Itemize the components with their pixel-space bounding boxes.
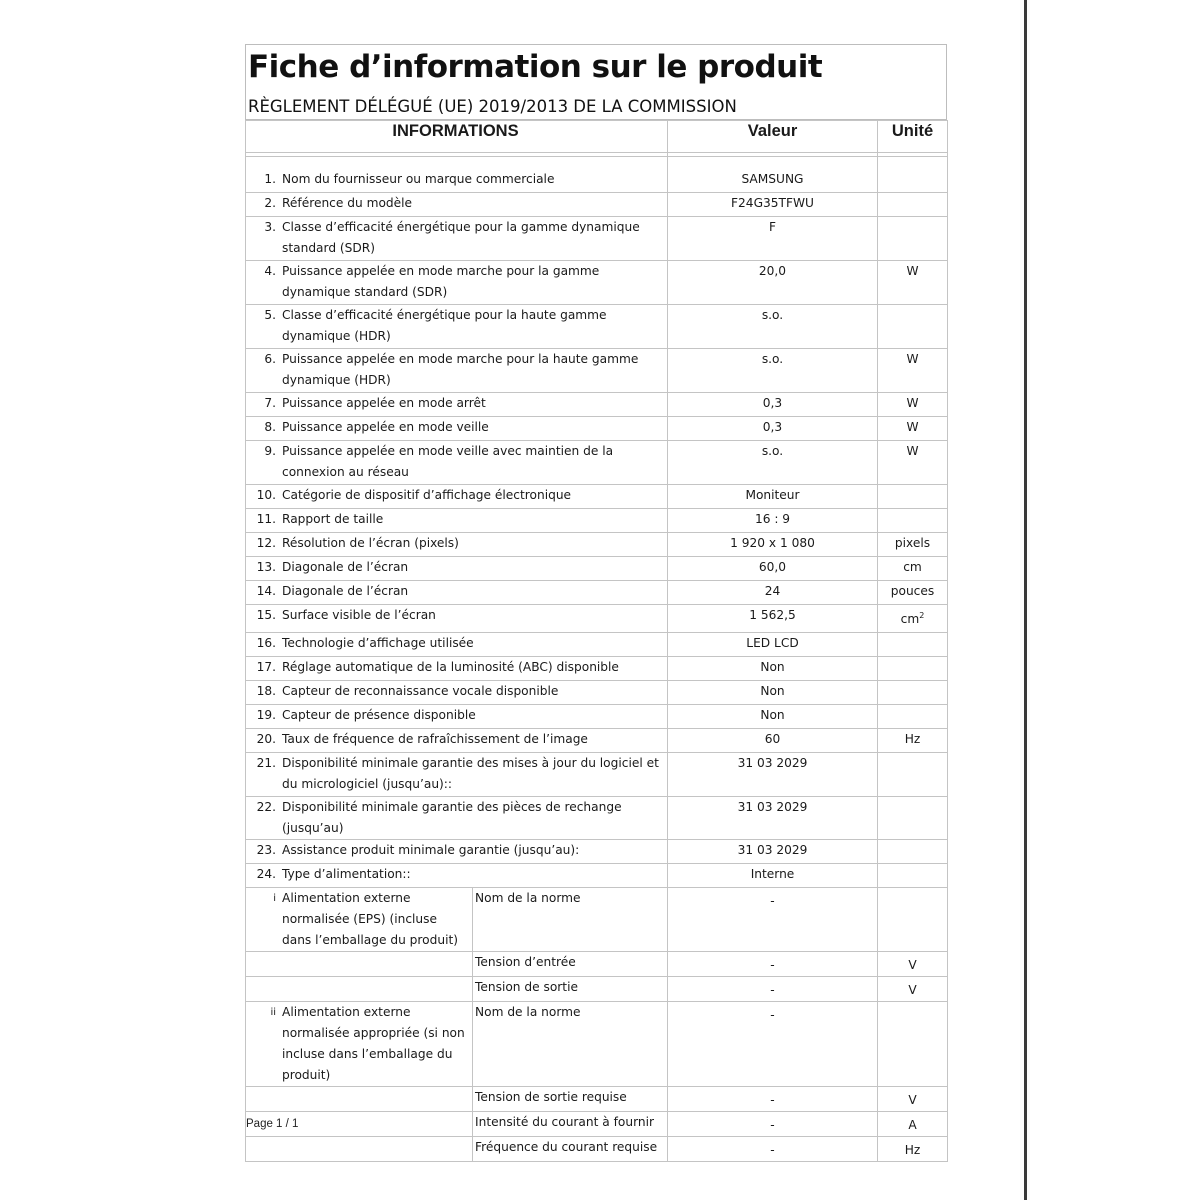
eps-unit: V	[878, 977, 948, 1002]
table-row	[246, 633, 948, 657]
row-label-text: Nom du fournisseur ou marque commerciale	[282, 172, 555, 186]
eps-row	[246, 1137, 948, 1162]
eps-value: -	[668, 1137, 878, 1162]
eps-sub-label: Nom de la norme	[473, 888, 668, 952]
row-label-cell	[246, 441, 668, 485]
row-label-cell	[246, 157, 668, 193]
row-unit-text: W	[906, 352, 919, 366]
row-label-cell	[246, 681, 668, 705]
document-title: Fiche d’information sur le produit	[248, 49, 823, 85]
page-margin-right	[1027, 0, 1200, 1200]
eps-value: -	[668, 1002, 878, 1087]
eps-roman-number: i	[273, 893, 276, 904]
eps-value: -	[668, 888, 878, 952]
document-subtitle: RÈGLEMENT DÉLÉGUÉ (UE) 2019/2013 DE LA COMMISSION	[248, 97, 737, 116]
row-unit-text: cm	[900, 612, 920, 627]
eps-sub-label: Nom de la norme	[473, 1002, 668, 1087]
row-number: 17.	[256, 660, 276, 674]
row-unit	[878, 305, 948, 349]
page-footer: Page 1 / 1	[246, 1118, 299, 1130]
row-unit	[878, 657, 948, 681]
row-label-cell	[246, 485, 668, 509]
row-unit	[878, 705, 948, 729]
row-number: 13.	[256, 560, 276, 574]
eps-sub-label: Tension de sortie requise	[473, 1087, 668, 1112]
eps-unit	[878, 1002, 948, 1087]
row-number: 7.	[264, 396, 276, 410]
eps-row	[246, 977, 948, 1002]
table-row	[246, 840, 948, 864]
table-row	[246, 441, 948, 485]
eps-row	[246, 952, 948, 977]
row-label-cell	[246, 261, 668, 305]
row-label-cell	[246, 797, 668, 840]
row-unit	[878, 605, 948, 633]
info-table	[245, 120, 948, 1162]
row-label-text: Diagonale de l’écran	[282, 560, 409, 574]
row-number: 2.	[264, 196, 276, 210]
row-label-text: Catégorie de dispositif d’affichage électronique	[282, 488, 572, 502]
row-value: F	[668, 217, 878, 261]
eps-group-label	[248, 888, 470, 951]
row-label-text: Disponibilité minimale garantie des mises à jour du logiciel et du micrologiciel (jusqu’au)::	[282, 756, 659, 791]
row-unit-text: W	[906, 264, 919, 278]
row-label-text: Taux de fréquence de rafraîchissement de l’image	[282, 732, 588, 746]
table-row	[246, 705, 948, 729]
row-value: LED LCD	[668, 633, 878, 657]
row-label-text: Résolution de l’écran (pixels)	[282, 536, 459, 550]
row-label	[248, 485, 665, 506]
eps-sub-label: Intensité du courant à fournir	[473, 1112, 668, 1137]
eps-unit	[878, 888, 948, 952]
row-label-cell	[246, 217, 668, 261]
row-unit-text: pixels	[894, 536, 931, 550]
eps-unit: V	[878, 952, 948, 977]
table-row	[246, 261, 948, 305]
row-value: 16 : 9	[668, 509, 878, 533]
row-unit	[878, 393, 948, 417]
eps-row	[246, 1112, 948, 1137]
row-value: 1 920 x 1 080	[668, 533, 878, 557]
row-label	[248, 417, 665, 438]
table-row	[246, 193, 948, 217]
eps-group-text: Alimentation externe normalisée appropriée (si non incluse dans l’emballage du produit)	[282, 1005, 465, 1082]
eps-group-cell	[246, 888, 473, 952]
row-unit	[878, 485, 948, 509]
table-row	[246, 485, 948, 509]
row-value: 20,0	[668, 261, 878, 305]
row-value: Non	[668, 681, 878, 705]
row-label-text: Classe d’efficacité énergétique pour la gamme dynamique standard (SDR)	[282, 220, 640, 255]
row-unit-text: pouces	[890, 584, 935, 598]
row-value: 31 03 2029	[668, 753, 878, 797]
row-value: Moniteur	[668, 485, 878, 509]
table-row	[246, 681, 948, 705]
header-informations: INFORMATIONS	[246, 121, 668, 153]
row-unit-text: W	[906, 420, 919, 434]
table-row	[246, 417, 948, 441]
row-unit	[878, 193, 948, 217]
row-label	[248, 581, 665, 602]
row-label-text: Puissance appelée en mode veille avec maintien de la connexion au réseau	[282, 444, 614, 479]
row-number: 21.	[256, 756, 276, 770]
table-row	[246, 393, 948, 417]
row-value: 1 562,5	[668, 605, 878, 633]
row-label-cell	[246, 581, 668, 605]
row-number: 15.	[256, 608, 276, 622]
row-label	[248, 729, 665, 750]
table-row	[246, 509, 948, 533]
row-label-text: Diagonale de l’écran	[282, 584, 409, 598]
eps-group-cell	[246, 977, 473, 1002]
row-label-text: Puissance appelée en mode marche pour la gamme dynamique standard (SDR)	[282, 264, 600, 299]
row-number: 8.	[264, 420, 276, 434]
row-label	[248, 261, 665, 303]
table-row	[246, 729, 948, 753]
table-row	[246, 349, 948, 393]
row-label-text: Réglage automatique de la luminosité (ABC) disponible	[282, 660, 619, 674]
row-label-cell	[246, 393, 668, 417]
row-label-text: Disponibilité minimale garantie des pièces de rechange (jusqu’au)	[282, 800, 622, 835]
row-label-text: Classe d’efficacité énergétique pour la haute gamme dynamique (HDR)	[282, 308, 607, 343]
row-value: F24G35TFWU	[668, 193, 878, 217]
row-unit	[878, 729, 948, 753]
eps-group-cell	[246, 1137, 473, 1162]
table-row	[246, 864, 948, 888]
eps-row	[246, 888, 948, 952]
row-unit-text: Hz	[904, 732, 921, 746]
eps-value: -	[668, 1087, 878, 1112]
row-number: 18.	[256, 684, 276, 698]
row-value: 31 03 2029	[668, 797, 878, 840]
row-value: SAMSUNG	[668, 157, 878, 193]
row-unit	[878, 441, 948, 485]
table-row	[246, 305, 948, 349]
row-unit	[878, 840, 948, 864]
row-unit	[878, 797, 948, 840]
row-number: 4.	[264, 264, 276, 278]
row-label	[248, 605, 665, 626]
row-label	[248, 864, 665, 885]
table-header-row	[246, 121, 948, 153]
eps-unit: V	[878, 1087, 948, 1112]
eps-sub-label: Tension d’entrée	[473, 952, 668, 977]
row-label-cell	[246, 864, 668, 888]
table-row	[246, 217, 948, 261]
row-number: 16.	[256, 636, 276, 650]
row-number: 22.	[256, 800, 276, 814]
row-value: 24	[668, 581, 878, 605]
row-unit	[878, 349, 948, 393]
eps-sub-label: Fréquence du courant requise	[473, 1137, 668, 1162]
eps-row	[246, 1087, 948, 1112]
row-label-cell	[246, 193, 668, 217]
eps-group-cell	[246, 1087, 473, 1112]
row-unit	[878, 681, 948, 705]
row-value: s.o.	[668, 349, 878, 393]
row-label-cell	[246, 840, 668, 864]
row-value: s.o.	[668, 305, 878, 349]
row-number: 3.	[264, 220, 276, 234]
row-label	[248, 441, 665, 483]
product-info-sheet	[245, 44, 947, 1162]
row-unit	[878, 557, 948, 581]
row-label-cell	[246, 633, 668, 657]
row-value: 0,3	[668, 417, 878, 441]
row-unit-text: W	[906, 444, 919, 458]
row-label	[248, 840, 665, 861]
row-label	[248, 681, 665, 702]
row-label	[248, 705, 665, 726]
row-label-text: Technologie d’affichage utilisée	[282, 636, 474, 650]
row-label-text: Puissance appelée en mode marche pour la haute gamme dynamique (HDR)	[282, 352, 639, 387]
row-number: 9.	[264, 444, 276, 458]
eps-unit: A	[878, 1112, 948, 1137]
row-unit-text: W	[906, 396, 919, 410]
title-box	[245, 44, 947, 120]
row-label-text: Puissance appelée en mode arrêt	[282, 396, 486, 410]
table-row	[246, 557, 948, 581]
header-unite: Unité	[878, 121, 948, 153]
table-row	[246, 157, 948, 193]
table-row	[246, 581, 948, 605]
row-unit	[878, 217, 948, 261]
row-label-text: Capteur de reconnaissance vocale disponible	[282, 684, 559, 698]
row-label-cell	[246, 605, 668, 633]
page-margin-left	[0, 0, 170, 1200]
eps-value: -	[668, 977, 878, 1002]
eps-group-text: Alimentation externe normalisée (EPS) (incluse dans l’emballage du produit)	[282, 891, 458, 947]
table-row	[246, 753, 948, 797]
row-label	[248, 657, 665, 678]
row-label-cell	[246, 705, 668, 729]
eps-roman-number: ii	[270, 1007, 276, 1018]
row-label	[248, 305, 665, 347]
row-label	[248, 169, 665, 190]
eps-group-cell	[246, 1002, 473, 1087]
row-value: s.o.	[668, 441, 878, 485]
row-unit	[878, 157, 948, 193]
unit-superscript: 2	[919, 611, 925, 620]
row-unit	[878, 509, 948, 533]
row-label	[248, 349, 665, 391]
row-number: 23.	[256, 843, 276, 857]
row-number: 6.	[264, 352, 276, 366]
row-label-cell	[246, 349, 668, 393]
row-unit	[878, 581, 948, 605]
row-number: 10.	[256, 488, 276, 502]
row-label	[248, 557, 665, 578]
row-number: 12.	[256, 536, 276, 550]
row-label	[248, 509, 665, 530]
table-row	[246, 533, 948, 557]
row-label	[248, 193, 665, 214]
row-label-cell	[246, 729, 668, 753]
row-label	[248, 797, 665, 839]
row-number: 5.	[264, 308, 276, 322]
row-label-text: Puissance appelée en mode veille	[282, 420, 489, 434]
row-number: 11.	[256, 512, 276, 526]
row-label-cell	[246, 557, 668, 581]
row-value: 60	[668, 729, 878, 753]
row-label-cell	[246, 509, 668, 533]
row-value: Non	[668, 657, 878, 681]
eps-sub-label: Tension de sortie	[473, 977, 668, 1002]
row-number: 19.	[256, 708, 276, 722]
row-unit	[878, 261, 948, 305]
row-number: 24.	[256, 867, 276, 881]
row-number: 20.	[256, 732, 276, 746]
eps-value: -	[668, 1112, 878, 1137]
row-unit	[878, 753, 948, 797]
row-number: 14.	[256, 584, 276, 598]
row-label-cell	[246, 753, 668, 797]
row-value: 31 03 2029	[668, 840, 878, 864]
row-label-text: Rapport de taille	[282, 512, 384, 526]
row-label-text: Référence du modèle	[282, 196, 413, 210]
row-unit	[878, 633, 948, 657]
eps-group-label	[248, 1002, 470, 1086]
row-value: 60,0	[668, 557, 878, 581]
row-unit-text: cm	[903, 560, 922, 574]
row-label-text: Assistance produit minimale garantie (jusqu’au):	[282, 843, 580, 857]
eps-value: -	[668, 952, 878, 977]
row-label-cell	[246, 533, 668, 557]
eps-group-cell	[246, 952, 473, 977]
header-valeur: Valeur	[668, 121, 878, 153]
row-label	[248, 533, 665, 554]
row-label	[248, 393, 665, 414]
row-value: Non	[668, 705, 878, 729]
table-row	[246, 605, 948, 633]
row-number: 1.	[264, 172, 276, 186]
row-label	[248, 633, 665, 654]
row-value: Interne	[668, 864, 878, 888]
row-label-text: Capteur de présence disponible	[282, 708, 476, 722]
row-unit	[878, 533, 948, 557]
row-label	[248, 217, 665, 259]
table-row	[246, 657, 948, 681]
row-unit	[878, 417, 948, 441]
row-label-cell	[246, 305, 668, 349]
row-label-cell	[246, 657, 668, 681]
row-label-cell	[246, 417, 668, 441]
row-label-text: Type d’alimentation::	[282, 867, 411, 881]
table-row	[246, 797, 948, 840]
row-label-text: Surface visible de l’écran	[282, 608, 436, 622]
eps-row	[246, 1002, 948, 1087]
row-value: 0,3	[668, 393, 878, 417]
eps-unit: Hz	[878, 1137, 948, 1162]
row-unit	[878, 864, 948, 888]
row-label	[248, 753, 665, 795]
